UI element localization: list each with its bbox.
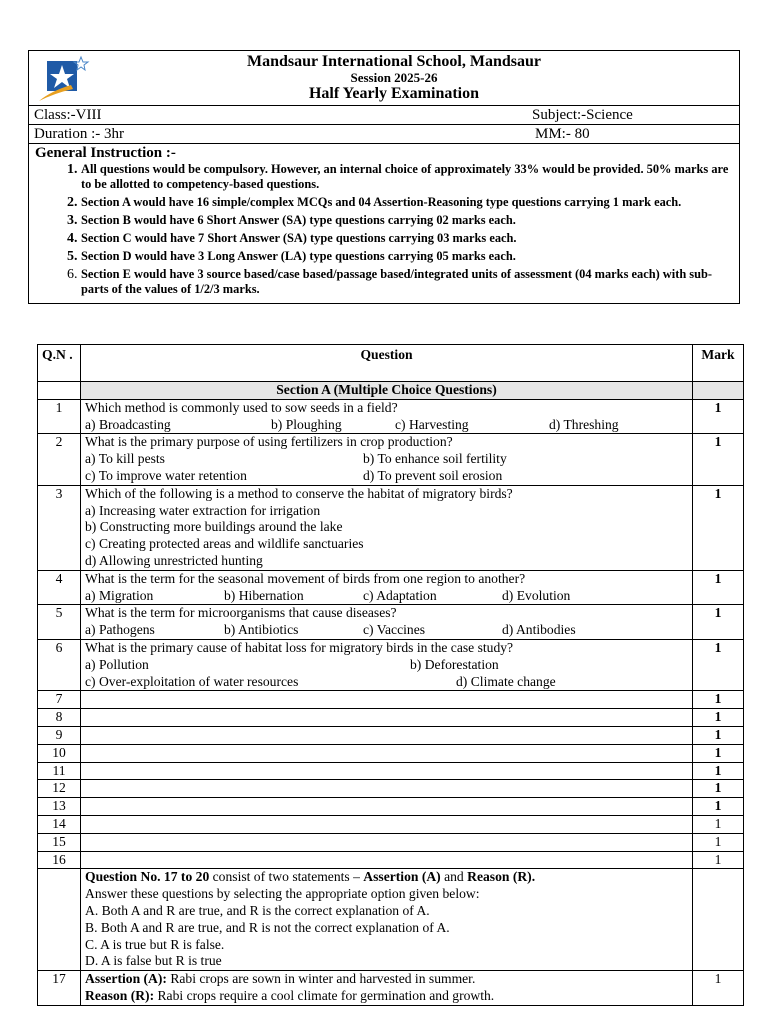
instruction-item: 2. Section A would have 16 simple/complex MCQs and 04 Assertion-Reasoning type questions carrying 1 mark each.	[81, 195, 733, 210]
question-cell: What is the primary purpose of using fertilizers in crop production? a) To kill pests b) To enhance soil fertility c) To improve water retention d) To prevent soil erosion	[81, 434, 693, 485]
exam-title: Half Yearly Examination	[308, 84, 480, 102]
table-row: 8 1	[38, 709, 744, 727]
instruction-item: 5. Section D would have 3 Long Answer (LA) type questions carrying 05 marks each.	[81, 249, 733, 264]
qn-header: Q.N .	[38, 345, 81, 382]
question-cell: What is the primary cause of habitat loss for migratory birds in the case study? a) Pollution b) Deforestation c) Over-exploitation of water resources d) Climate change	[81, 639, 693, 690]
table-row: 12 1	[38, 780, 744, 798]
assertion-reason-instructions: Question No. 17 to 20 consist of two statements – Assertion (A) and Reason (R). Answer these questions by selecting the appropriate option given below: A. Both A and R are true, and R is the correct explanation of A. B. Both A and R are true, and R is not the correct explanation of A. C. A is true but R is false. D. A is false but R is true	[81, 869, 693, 971]
question-cell: Assertion (A): Rabi crops are sown in winter and harvested in summer. Reason (R): Rabi crops require a cool climate for germination and growth.	[81, 971, 693, 1006]
table-row: 16 1	[38, 851, 744, 869]
table-header-row	[38, 345, 744, 382]
table-row: 15 1	[38, 833, 744, 851]
table-row: 7 1	[38, 691, 744, 709]
mark-header: Mark	[693, 345, 744, 382]
max-marks-label: MM:- 80	[535, 126, 590, 142]
table-row: 14 1	[38, 815, 744, 833]
subject-label: Subject:-Science	[532, 107, 633, 123]
section-a-row	[38, 382, 744, 400]
header-title-block	[29, 51, 739, 106]
table-row: 9 1	[38, 726, 744, 744]
school-name: Mandsaur International School, Mandsaur	[247, 53, 541, 70]
table-row: 10 1	[38, 744, 744, 762]
table-row: 5 What is the term for microorganisms that cause diseases? a) Pathogens b) Antibiotics c) Vaccines d) Antibodies 1	[38, 605, 744, 640]
table-row: 6 What is the primary cause of habitat loss for migratory birds in the case study? a) Pollution b) Deforestation c) Over-exploitation of water resources d) Climate change 1	[38, 639, 744, 690]
question-header: Question	[81, 345, 693, 382]
section-a-title: Section A (Multiple Choice Questions)	[81, 382, 693, 400]
question-cell: Which method is commonly used to sow seeds in a field? a) Broadcasting b) Ploughing c) Harvesting d) Threshing	[81, 399, 693, 434]
table-row: 11 1	[38, 762, 744, 780]
table-row: 4 What is the term for the seasonal movement of birds from one region to another? a) Migration b) Hibernation c) Adaptation d) Evolution 1	[38, 570, 744, 605]
general-instructions	[29, 144, 739, 303]
instruction-item: 4. Section C would have 7 Short Answer (SA) type questions carrying 03 marks each.	[81, 231, 733, 246]
exam-header	[28, 50, 740, 304]
instruction-item: 6. Section E would have 3 source based/case based/passage based/integrated units of assessment (04 marks each) with sub-parts of the values of 1/2/3 marks.	[81, 267, 733, 297]
table-row: 17 Assertion (A): Rabi crops are sown in winter and harvested in summer. Reason (R): Rabi crops require a cool climate for germination and growth. 1	[38, 971, 744, 1006]
duration-marks-row	[29, 125, 739, 144]
session: Session 2025-26	[350, 69, 438, 85]
instruction-item: 1. All questions would be compulsory. However, an internal choice of approximately 33% would be provided. 50% marks are to be allotted to competency-based questions.	[81, 162, 733, 192]
instructions-title: General Instruction :-	[35, 145, 176, 161]
class-label: Class:-VIII	[34, 107, 102, 123]
table-row: 13 1	[38, 798, 744, 816]
question-cell: What is the term for microorganisms that cause diseases? a) Pathogens b) Antibiotics c) Vaccines d) Antibodies	[81, 605, 693, 640]
table-row: 1 Which method is commonly used to sow seeds in a field? a) Broadcasting b) Ploughing c) Harvesting d) Threshing 1	[38, 399, 744, 434]
instructions-list	[35, 162, 733, 297]
class-subject-row	[29, 106, 739, 125]
assertion-reason-intro-row	[38, 869, 744, 971]
question-table	[37, 344, 744, 1006]
school-logo-icon	[37, 55, 93, 103]
question-cell: Which of the following is a method to conserve the habitat of migratory birds? a) Increasing water extraction for irrigation b) Constructing more buildings around the lake c) Creating protected areas and wildlife sanctuaries d) Allowing unrestricted hunting	[81, 485, 693, 570]
instruction-item: 3. Section B would have 6 Short Answer (SA) type questions carrying 02 marks each.	[81, 213, 733, 228]
table-row: 3 Which of the following is a method to conserve the habitat of migratory birds? a) Increasing water extraction for irrigation b) Constructing more buildings around the lake c) Creating protected areas and wildlife sanctuaries d) Allowing unrestricted hunting 1	[38, 485, 744, 570]
duration-label: Duration :- 3hr	[34, 126, 124, 142]
table-row: 2 What is the primary purpose of using fertilizers in crop production? a) To kill pests b) To enhance soil fertility c) To improve water retention d) To prevent soil erosion 1	[38, 434, 744, 485]
question-cell: What is the term for the seasonal movement of birds from one region to another? a) Migration b) Hibernation c) Adaptation d) Evolution	[81, 570, 693, 605]
